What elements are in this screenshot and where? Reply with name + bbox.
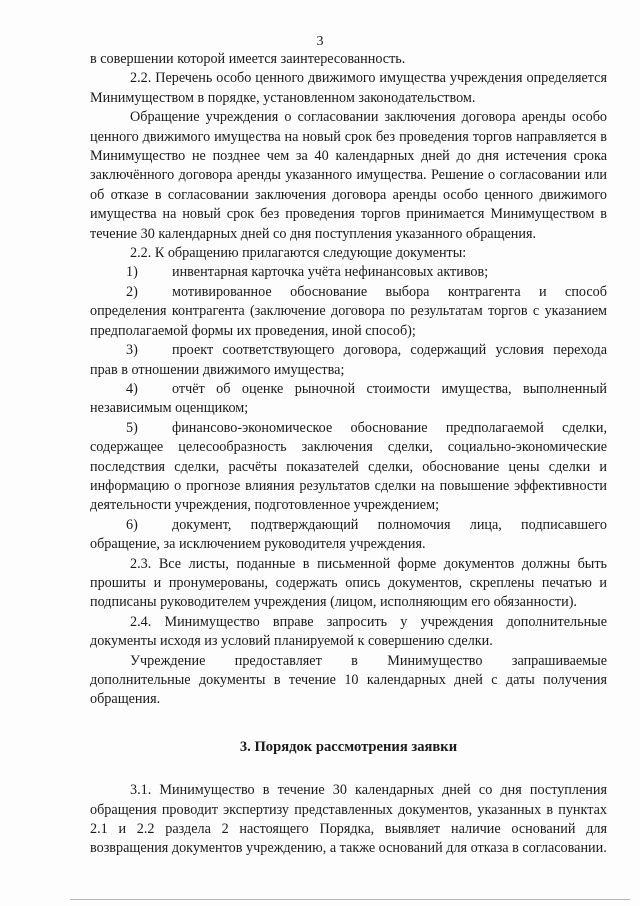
- paragraph-2-3-formatting: 2.3. Все листы, поданные в письменной форме документов должны быть прошиты и пронумерованы, содержать опись документов, скреплены печатью и подписаны руководителем учреждения (лицом, исполняющим его обязанности).: [90, 555, 607, 611]
- list-item-number: 1): [126, 264, 138, 281]
- list-item-number: 2): [126, 283, 138, 300]
- paragraph-institution-provides: Учреждение предоставляет в Минимущество запрашиваемые дополнительные документы в течение 10 календарных дней с даты получения обращения.: [90, 652, 607, 708]
- list-item-text: документ, подтверждающий полномочия лица, подписавшего обращение, за исключением руководителя учреждения.: [90, 516, 607, 553]
- paragraph-2-2-attachments: 2.2. К обращению прилагаются следующие документы:: [130, 245, 467, 262]
- list-item-number: 6): [126, 516, 138, 533]
- list-item-number: 5): [126, 419, 138, 436]
- paragraph-continuation: в совершении которой имеется заинтересованность.: [90, 51, 406, 67]
- list-item: [90, 380, 607, 419]
- page-number: 3: [316, 34, 324, 49]
- paragraph-3-1-review: 3.1. Минимущество в течение 30 календарных дней со дня поступления обращения проводит экспертизу представленных документов, указанных в пунктах 2.1 и 2.2 раздела 2 настоящего Порядка, выявляет наличие оснований для возвращения документов учреждению, а также оснований для отказа в согласовании.: [90, 782, 607, 857]
- document-body: [90, 50, 607, 859]
- list-item-text: финансово-экономическое обоснование предполагаемой сделки, содержащее целесообразность заключения сделки, социально-экономические последствия сделки, расчёты показателей сделки, обоснование цены сделки и информацию о прогнозе влияния результатов сделки на повышение эффективности деятельности учреждения, подготовленное учреждением;: [90, 419, 607, 514]
- list-item: [90, 516, 607, 555]
- list-item-number: 4): [126, 380, 138, 397]
- paragraph-2-4-additional-docs: 2.4. Минимущество вправе запросить у учреждения дополнительные документы исходя из условий планируемой к совершению сделки.: [90, 613, 607, 650]
- list-item-text: отчёт об оценке рыночной стоимости имущества, выполненный независимым оценщиком;: [90, 380, 607, 417]
- list-item-text: проект соответствующего договора, содержащий условия перехода прав в отношении движимого имущества;: [90, 342, 607, 378]
- list-item: [90, 283, 607, 341]
- paragraph-2-2-list-definition: 2.2. Перечень особо ценного движимого имущества учреждения определяется Минимуществом в порядке, установленном законодательством.: [90, 70, 607, 106]
- section-3-heading: 3. Порядок рассмотрения заявки: [239, 738, 458, 755]
- list-item: [90, 341, 607, 380]
- list-item-number: 3): [126, 342, 138, 359]
- list-item: [90, 263, 607, 282]
- list-item-text: инвентарная карточка учёта нефинансовых активов;: [172, 264, 489, 281]
- paragraph-lease-request: Обращение учреждения о согласовании заключения договора аренды особо ценного движимого имущества на новый срок без проведения торгов направляется в Минимущество не позднее чем за 40 календарных дней до дня истечения срока заключённого договора аренды указанного имущества. Решение о согласовании или об отказе в согласовании заключения договора аренды особо ценного движимого имущества на новый срок без проведения торгов принимается Минимуществом в течение 30 календарных дней со дня поступления указанного обращения.: [90, 109, 607, 242]
- list-item-text: мотивированное обоснование выбора контрагента и способ определения контрагента (заключение договора по результатам торгов с указанием предполагаемой формы их проведения, иной способ);: [90, 283, 607, 339]
- scan-edge-line: [70, 899, 630, 900]
- list-item: [90, 419, 607, 516]
